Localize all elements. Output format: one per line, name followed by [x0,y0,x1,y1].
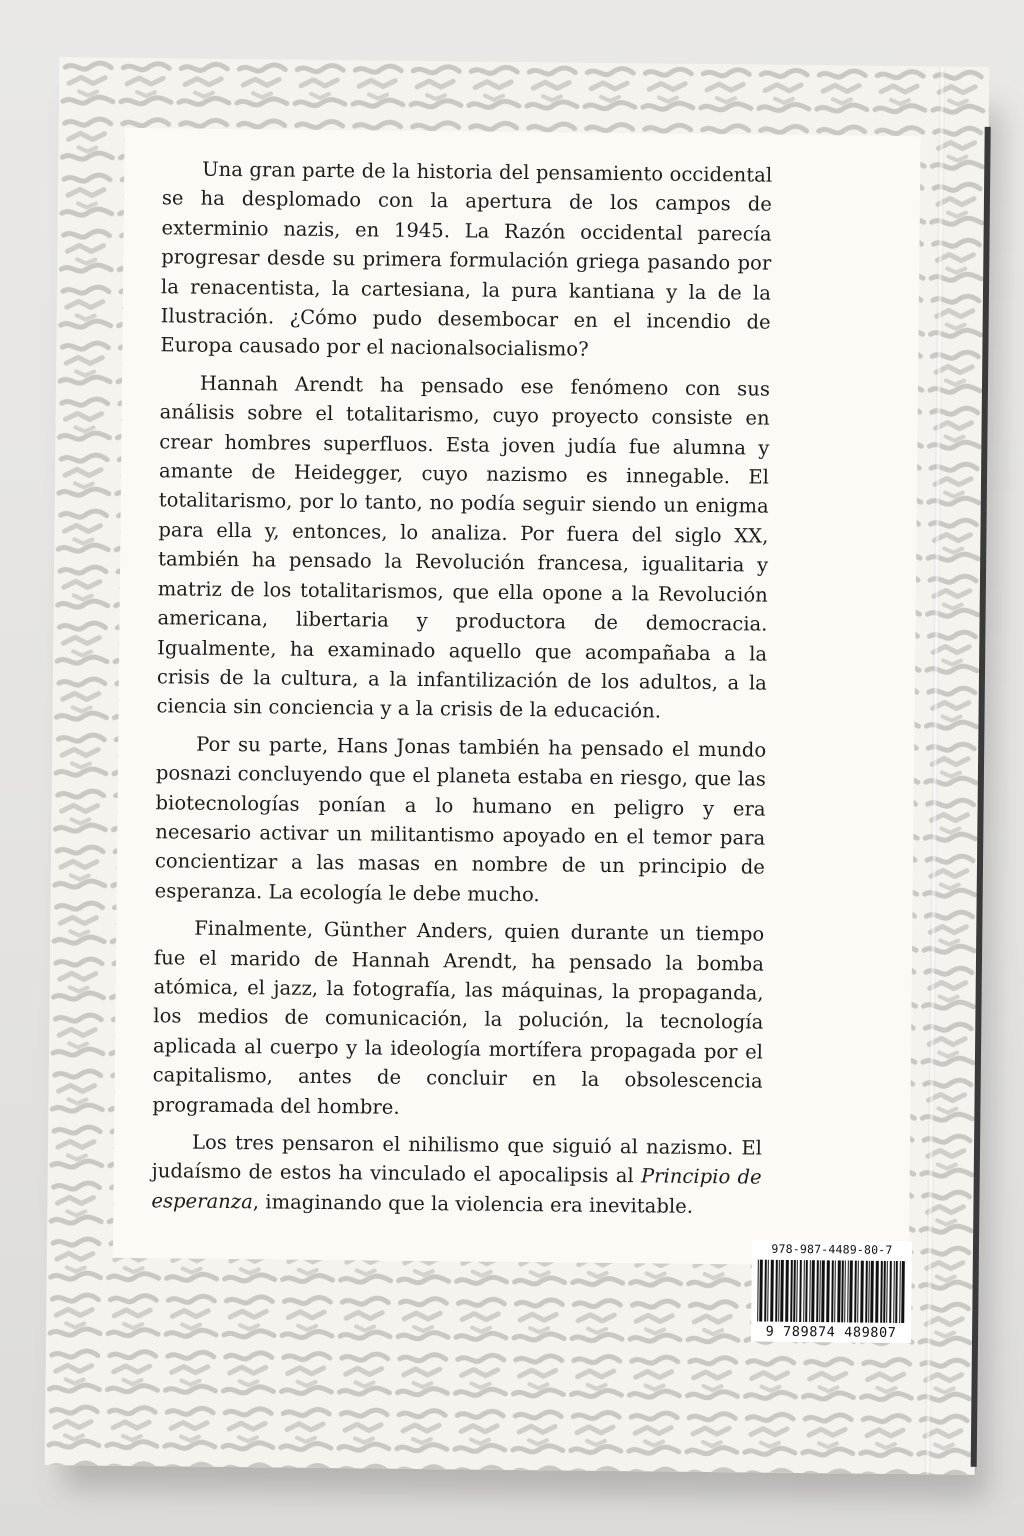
barcode-bar [870,1261,874,1323]
barcode-bar [757,1260,759,1322]
barcode-bar [785,1260,789,1322]
paragraph-5 [151,1127,762,1222]
barcode-bar [860,1261,864,1323]
barcode-bar [893,1261,895,1323]
barcode-bar [868,1261,870,1323]
barcode-bar [889,1261,892,1323]
barcode-bar [770,1260,774,1322]
barcode-bar [819,1260,821,1322]
barcode-bar [826,1260,830,1322]
barcode-bar [875,1261,879,1323]
barcode-bar [895,1261,898,1323]
barcode-bar [764,1260,767,1322]
barcode-bar [901,1261,905,1323]
paragraph-4: Finalmente, Günther Anders, quien durante un tiempo fue el marido de Hannah Arendt, ha pensado la bomba atómica, el jazz, la fotografía, las máquinas, la propaganda, los medios de comunicación, la polución, la tecnología aplicada al cuerpo y la ideología mortífera propagada por el capitalismo, antes de concluir en la obsolescencia programada del hombre. [152,916,765,1119]
barcode-bar [803,1260,805,1322]
barcode-bar [834,1260,836,1322]
barcode-bar [759,1260,763,1322]
barcode-bar [780,1260,784,1322]
barcode-bar [886,1261,888,1323]
paragraph-3: Por su parte, Hans Jonas también ha pensado el mundo posnazi concluyendo que el planeta estaba en riesgo, que las biotecnologías ponían a lo humano en peligro y era necesario activar un militantismo apoyado en el temor para concientizar a las masas en nombre de un principio de esperanza. La ecología le debe mucho. [154,732,767,906]
barcode-bar [811,1260,815,1322]
paragraph-5-end: , imaginando que la violencia era inevitable. [252,1190,694,1218]
paragraph-5-start: Los tres pensaron el nihilismo que siguió al nazismo. El judaísmo de estos ha vinculado el apocalipsis al [151,1130,763,1188]
barcode-bar [793,1260,796,1322]
barcode-bar [899,1261,901,1323]
barcode-bar [805,1260,808,1322]
synopsis-text [151,154,772,1230]
barcode-bar [847,1260,849,1322]
barcode-bar [790,1260,793,1322]
barcode-bar [767,1260,769,1322]
barcode-bar [796,1260,798,1322]
isbn-label: 978-987-4489-80-7 [771,1241,893,1257]
paragraph-2: Hannah Arendt ha pensado ese fenómeno con sus análisis sobre el totalitarismo, cuyo proyecto consiste en crear hombres superfluos. Esta joven judía fue alumna y amante de Heidegger, cuyo nazismo es innegable. El totalitarismo, por lo tanto, no podía seguir siendo un enigma para ella y, entonces, lo analiza. Por fuera del siglo XX, también ha pensado la Revolución francesa, igualitaria y matriz de los totalitarismos, que ella opone a la Revolución americana, libertaria y productora de democracia. Igualmente, ha examinado aquello que acompañaba a la crisis de la cultura, a la infantilización de los adultos, a la ciencia sin conciencia y a la crisis de la educación. [156,371,771,723]
barcode-bar [849,1261,853,1323]
barcode-bar [883,1261,886,1323]
barcode-bar [854,1261,857,1323]
barcode-bar [816,1260,819,1322]
barcode-bar [865,1261,868,1323]
barcode-bar [821,1260,825,1322]
barcode-bars [755,1260,908,1324]
barcode-bar [844,1260,846,1322]
barcode-bar [809,1260,811,1322]
paragraph-1: Una gran parte de la historia del pensamiento occidental se ha desplomado con la apertura de los campos de exterminio nazis, en 1945. La Razón occidental parecía progresar desde su primera formulación griega pasando por la renacentista, la cartesiana, la pura kantiana y la de la Ilustración. ¿Cómo pudo desembocar en el incendio de Europa causado por el nacionalsocialismo? [160,157,773,362]
barcode-bar [775,1260,778,1322]
book-back-cover [45,57,990,1475]
barcode-box [751,1239,912,1343]
barcode-bar [837,1260,841,1322]
book-title-italic: Principio de esperanza [151,1164,762,1214]
barcode-digits: 9 789874 489807 [765,1323,897,1342]
barcode-bar [831,1260,834,1322]
barcode-bar [799,1260,802,1322]
barcode-bar [880,1261,883,1323]
barcode-bar [841,1260,844,1322]
barcode-bar [778,1260,780,1322]
barcode-bar [857,1261,859,1323]
